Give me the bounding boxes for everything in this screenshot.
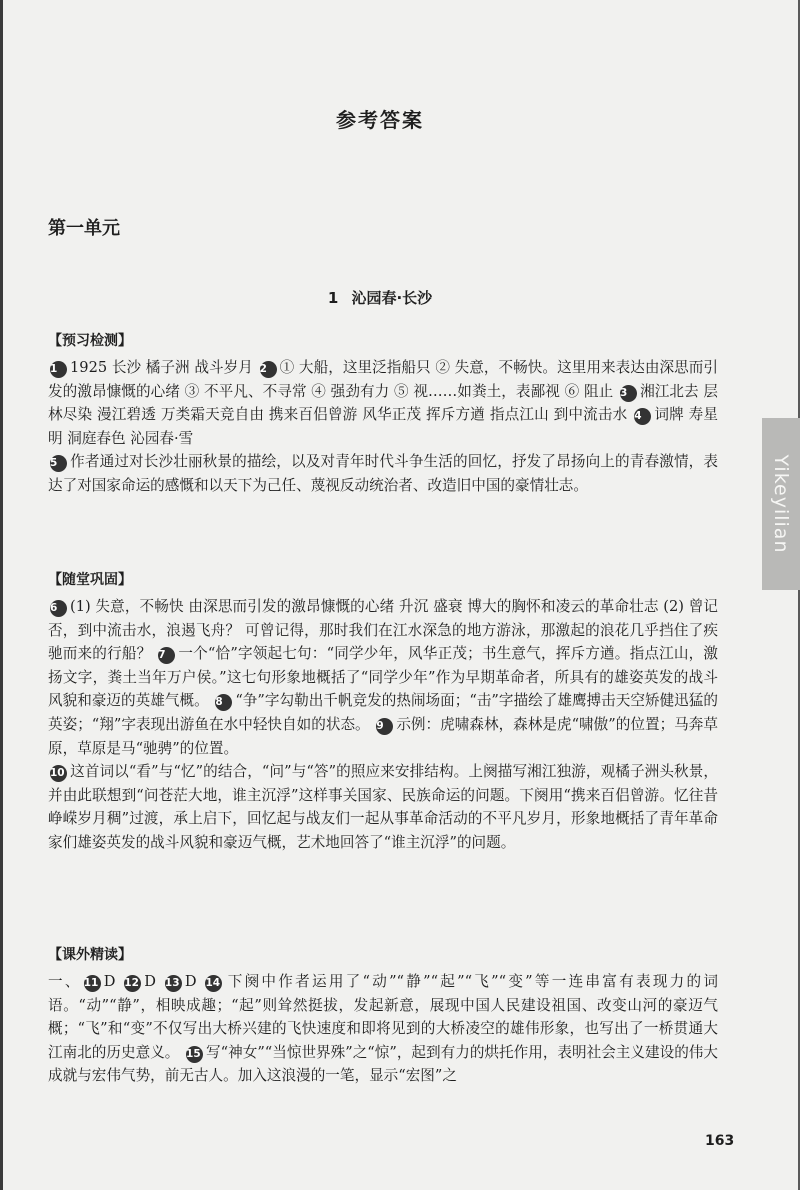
answer-number-badge: 1 [50,361,67,378]
answer-number-badge: 14 [205,975,222,992]
page-title: 参考答案 [336,108,424,132]
answer-text: D [184,973,204,990]
section-body-class [48,595,718,855]
answer-number-badge: 8 [215,694,232,711]
answer-text: 1925 长沙 橘子洲 战斗岁月 [70,359,258,376]
answer-text: (1) 失意，不畅快 由深思而引发的激昂慷慨的心绪 升沉 盛衰 博大的胸怀和凌云的革命壮志 (2) 曾记否，到中流击水，浪遏飞舟？ 可曾记得，那时我们在江水深急的地方游泳，那激起的浪花几乎挡住了疾驰而来的行船？ [48,598,718,663]
answer-text: 下阕中作者运用了“动”“静”“起”“飞”“变”等一连串富有表现力的词语。“动”“静”，相映成趣；“起”则耸然挺拔，发起新意，展现中国人民建设祖国、改变山河的豪迈气概；“飞”和“变”不仅写出大桥兴建的飞快速度和即将见到的大桥凌空的雄伟形象，也写出了一桥贯通大江南北的历史意义。 [48,973,718,1061]
answer-number-badge: 13 [165,975,182,992]
answer-number-badge: 2 [260,361,277,378]
answer-text: ① 大船，这里泛指船只 ② 失意，不畅快。这里用来表达由深思而引发的激昂慷慨的心绪 ③ 不平凡、不寻常 ④ 强劲有力 ⑤ 视……如粪土，表鄙视 ⑥ 阻止 [48,359,719,400]
answer-text: “争”字勾勒出千帆竞发的热闹场面；“击”字描绘了雄鹰搏击天空矫健迅猛的英姿；“翔”字表现出游鱼在水中轻快自如的状态。 [48,692,718,733]
answer-text: D [103,973,123,990]
answer-number-badge: 10 [50,765,67,782]
section-heading-preview: 【预习检测】 [48,333,132,349]
answer-number-badge: 12 [124,975,141,992]
question-group-label: 一、 [48,973,82,990]
answer-text: D [144,973,163,990]
answer-number-badge: 6 [50,600,67,617]
answer-number-badge: 5 [50,455,67,472]
answer-number-badge: 15 [186,1046,203,1063]
answer-number-badge: 3 [620,385,637,402]
section-heading-class: 【随堂巩固】 [48,572,132,588]
section-body-extra [48,970,718,1088]
side-tab [762,418,800,590]
answer-text: 湘江北去 层林尽染 漫江碧透 万类霜天竞自由 携来百侣曾游 风华正茂 挥斥方遒 指点江山 到中流击水 [48,382,718,424]
answer-text: 词牌 寿星明 洞庭春色 沁园春·雪 [48,406,718,447]
answer-text: 一个“恰”字领起七句：“同学少年，风华正茂；书生意气，挥斥方遒。指点江山，激扬文字，粪土当年万户侯。”这七句形象地概括了“同学少年”作为早期革命者，所具有的雄姿英发的战斗风貌和豪迈的英雄气概。 [48,645,719,710]
answer-text: 这首词以“看”与“忆”的结合，“问”与“答”的照应来安排结构。上阕描写湘江独游，观橘子洲头秋景，并由此联想到“问苍茫大地，谁主沉浮”这样事关国家、民族命运的问题。下阕用“携来百侣曾游。忆往昔峥嵘岁月稠”过渡，承上启下，回忆起与战友们一起从事革命活动的不平凡岁月，形象地概括了青年革命家们雄姿英发的战斗风貌和豪迈气概，艺术地回答了“谁主沉浮”的问题。 [48,763,718,851]
side-tab-label: Yikeyilian [770,454,792,554]
answer-number-badge: 7 [158,647,175,664]
answer-text: 作者通过对长沙壮丽秋景的描绘，以及对青年时代斗争生活的回忆，抒发了昂扬向上的青春激情，表达了对国家命运的感慨和以天下为己任、蔑视反动统治者、改造旧中国的豪情壮志。 [48,453,718,494]
page-left-edge [0,0,3,1190]
answer-number-badge: 4 [634,408,651,425]
answer-number-badge: 11 [84,975,101,992]
section-body-preview [48,356,718,498]
unit-heading: 第一单元 [48,218,120,239]
page-number: 163 [705,1133,735,1149]
answer-text: 写“神女”“当惊世界殊”之“惊”，起到有力的烘托作用，表明社会主义建设的伟大成就与宏伟气势，前无古人。加入这浪漫的一笔，显示“宏图”之 [48,1043,718,1085]
answer-text: 示例：虎啸森林，森林是虎“啸傲”的位置；马奔草原，草原是马“驰骋”的位置。 [48,715,718,757]
lesson-title: 1 沁园春·长沙 [327,289,433,307]
answer-number-badge: 9 [376,718,393,735]
section-heading-extra: 【课外精读】 [48,947,132,963]
